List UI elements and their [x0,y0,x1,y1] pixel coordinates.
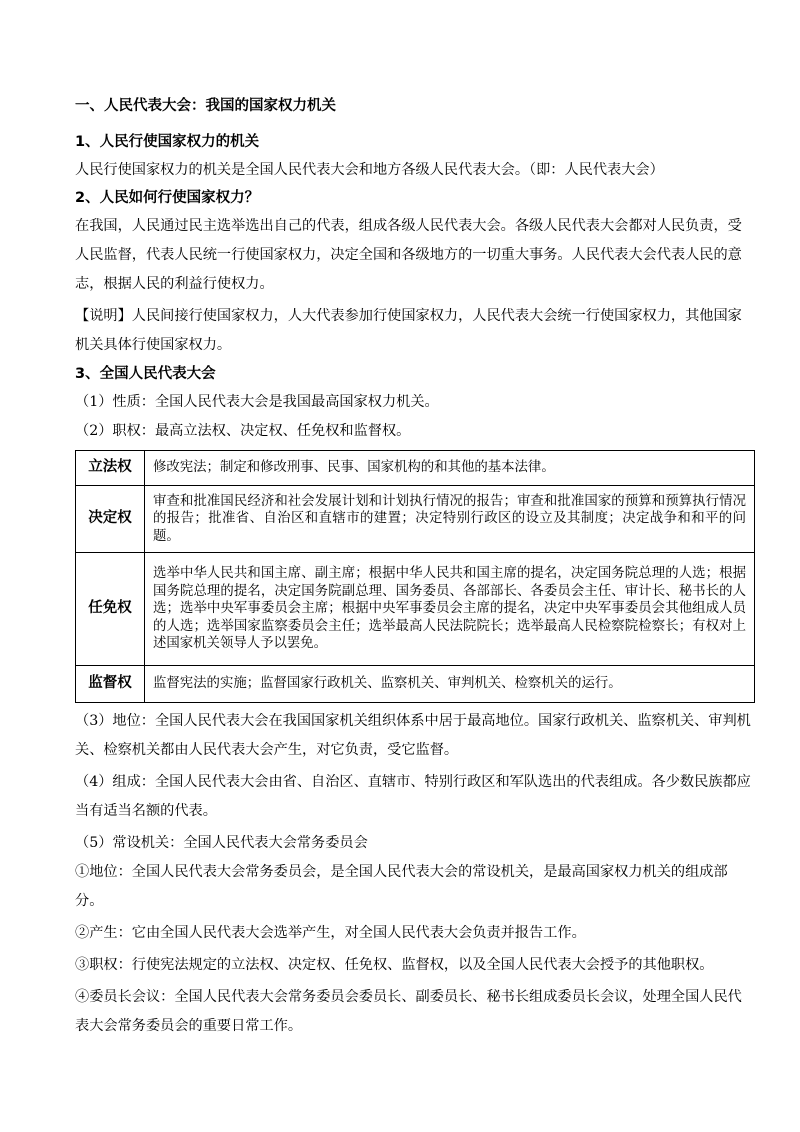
table-row [76,486,755,553]
paragraph-how-exercise: 在我国，人民通过民主选举选出自己的代表，组成各级人民代表大会。各级人民代表大会都对人民负责，受人民监督，代表人民统一行使国家权力，决定全国和各级地方的一切重大事务。人民代表大会代表人民的意志，根据人民的利益行使权力。 [75,218,742,292]
paragraph-note: 【说明】人民间接行使国家权力，人大代表参加行使国家权力，人民代表大会统一行使国家权力，其他国家机关具体行使国家权力。 [75,308,742,353]
power-description: 选举中华人民共和国主席、副主席；根据中华人民共和国主席的提名，决定国务院总理的人选；根据国务院总理的提名，决定国务院副总理、国务委员、各部部长、各委员会主任、审计长、秘书长的人选；选举中央军事委员会主席；根据中央军事委员会主席的提名，决定中央军事委员会其他组成人员的人选；选举国家监察委员会主任；选举最高人民法院院长；选举最高人民检察院检察长；有权对上述国家机关领导人予以罢免。 [145,553,755,666]
power-name: 决定权 [76,486,145,553]
subsection-title-3: 3、全国人民代表大会 [75,366,216,382]
powers-table [75,450,755,703]
standing-item-status: ①地位：全国人民代表大会常务委员会，是全国人民代表大会的常设机关，是最高国家权力机关的组成部分。 [75,864,728,909]
power-description: 修改宪法；制定和修改刑事、民事、国家机构的和其他的基本法律。 [145,451,755,486]
power-name: 监督权 [76,666,145,703]
subsection-title-1: 1、人民行使国家权力的机关 [75,134,260,150]
power-name: 立法权 [76,451,145,486]
power-description: 审查和批准国民经济和社会发展计划和计划执行情况的报告；审查和批准国家的预算和预算执行情况的报告；批准省、自治区和直辖市的建置；决定特别行政区的设立及其制度；决定战争和和平的问题。 [145,486,755,553]
document-page [75,96,755,1041]
standing-item-origin: ②产生：它由全国人民代表大会选举产生，对全国人民代表大会负责并报告工作。 [75,925,586,941]
paragraph-organs: 人民行使国家权力的机关是全国人民代表大会和地方各级人民代表大会。（即：人民代表大会） [75,162,664,178]
table-row [76,553,755,666]
table-row [76,666,755,703]
power-name: 任免权 [76,553,145,666]
paragraph-composition: （4）组成：全国人民代表大会由省、自治区、直辖市、特别行政区和军队选出的代表组成。各少数民族都应当有适当名额的代表。 [75,774,751,819]
paragraph-powers-intro: （2）职权：最高立法权、决定权、任免权和监督权。 [75,423,411,439]
power-description: 监督宪法的实施；监督国家行政机关、监察机关、审判机关、检察机关的运行。 [145,666,755,703]
table-row [76,451,755,486]
paragraph-nature: （1）性质：全国人民代表大会是我国最高国家权力机关。 [75,394,439,410]
subsection-title-2: 2、人民如何行使国家权力？ [75,190,260,206]
paragraph-standing-body: （5）常设机关：全国人民代表大会常务委员会 [75,835,368,851]
standing-item-powers: ③职权：行使宪法规定的立法权、决定权、任免权、监督权，以及全国人民代表大会授予的其他职权。 [75,957,714,973]
section-title: 一、人民代表大会：我国的国家权力机关 [75,98,336,114]
paragraph-status: （3）地位：全国人民代表大会在我国国家机关组织体系中居于最高地位。国家行政机关、监察机关、审判机关、检察机关都由人民代表大会产生，对它负责，受它监督。 [75,713,751,758]
standing-item-council: ④委员长会议：全国人民代表大会常务委员会委员长、副委员长、秘书长组成委员长会议，处理全国人民代表大会常务委员会的重要日常工作。 [75,989,742,1034]
